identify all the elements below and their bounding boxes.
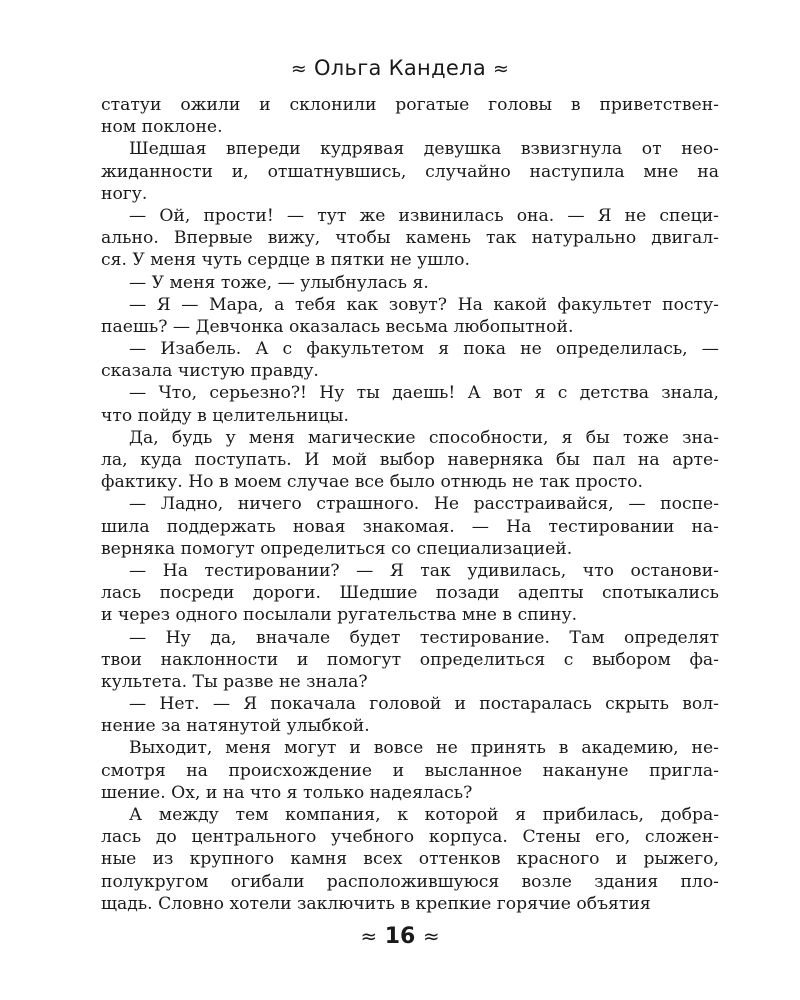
footer-left-ornament: ≈ xyxy=(360,925,378,948)
text-line: лась посреди дороги. Шедшие позади адепты спотыкались xyxy=(101,583,719,604)
text-line: А между тем компания, к которой я прибилась, добра- xyxy=(129,805,719,825)
running-header xyxy=(0,56,800,80)
text-line: и через одного посылали ругательства мне в спину. xyxy=(101,605,578,626)
text-line: жиданности и, отшатнувшись, случайно наступила мне на xyxy=(101,161,719,182)
text-line: — Нет. — Я покачала головой и постаралась скрыть вол- xyxy=(129,694,719,715)
text-line: ла, куда поступать. И мой выбор наверняка бы пал на арте- xyxy=(101,450,719,470)
text-line: лась до центрального учебного корпуса. Стены его, сложен- xyxy=(101,827,719,848)
paragraph xyxy=(101,427,719,494)
text-line: — Ладно, ничего страшного. Не расстраивайся, — поспе- xyxy=(129,494,719,515)
text-line: — Ну да, вначале будет тестирование. Там определят xyxy=(129,627,719,648)
text-line: щадь. Словно хотели заключить в крепкие горячие объятия xyxy=(101,893,651,914)
paragraph xyxy=(101,205,719,272)
header-right-ornament: ≈ xyxy=(493,58,510,80)
header-left-ornament: ≈ xyxy=(290,58,307,80)
text-line: что пойду в целительницы. xyxy=(101,405,349,426)
text-line: Шедшая впереди кудрявая девушка взвизгнула от нео- xyxy=(129,139,719,160)
text-line: фактику. Но в моем случае все было отнюдь не так просто. xyxy=(101,472,643,493)
page-body-text xyxy=(101,94,719,915)
text-line: паешь? — Девчонка оказалась весьма любопытной. xyxy=(101,316,574,337)
paragraph xyxy=(101,272,719,294)
text-line: шила поддержать новая знакомая. — На тестировании на- xyxy=(101,516,719,537)
text-line: — На тестировании? — Я так удивилась, что останови- xyxy=(129,560,719,581)
paragraph xyxy=(101,693,719,737)
paragraph xyxy=(101,94,719,138)
text-line: — Я — Мара, а тебя как зовут? На какой факультет посту- xyxy=(129,294,719,315)
text-line: шение. Ох, и на что я только надеялась? xyxy=(101,782,473,803)
text-line: твои наклонности и помогут определиться с выбором фа- xyxy=(101,649,719,670)
text-line: полукругом огибали расположившуюся возле здания пло- xyxy=(101,871,719,892)
text-line: нение за натянутой улыбкой. xyxy=(101,716,370,737)
text-line: Выходит, меня могут и вовсе не принять в академию, не- xyxy=(129,738,719,759)
paragraph xyxy=(101,382,719,426)
text-line: ально. Впервые вижу, чтобы камень так натурально двигал- xyxy=(101,228,719,249)
header-author-name: Ольга Кандела xyxy=(313,56,487,80)
text-line: ные из крупного камня всех оттенков красного и рыжего, xyxy=(101,849,719,870)
page-number: 16 xyxy=(384,924,416,949)
text-line: — Что, серьезно?! Ну ты даешь! А вот я с детства знала, xyxy=(129,383,719,404)
paragraph xyxy=(101,294,719,338)
paragraph xyxy=(101,493,719,560)
paragraph xyxy=(101,737,719,804)
page-footer xyxy=(0,924,800,949)
text-line: ногу. xyxy=(101,183,148,204)
text-line: культета. Ты разве не знала? xyxy=(101,671,368,692)
paragraph xyxy=(101,560,719,627)
text-line: статуи ожили и склонили рогатые головы в приветствен- xyxy=(101,95,719,115)
text-line: ном поклоне. xyxy=(101,117,223,138)
text-line: Да, будь у меня магические способности, я бы тоже зна- xyxy=(129,427,719,448)
paragraph xyxy=(101,338,719,382)
paragraph xyxy=(101,804,719,915)
text-line: — Ой, прости! — тут же извинилась она. — Я не специ- xyxy=(129,205,719,226)
text-line: сказала чистую правду. xyxy=(101,361,319,382)
text-line: — Изабель. А с факультетом я пока не определилась, — xyxy=(129,339,719,360)
footer-right-ornament: ≈ xyxy=(422,925,440,948)
paragraph xyxy=(101,138,719,205)
text-line: ся. У меня чуть сердце в пятки не ушло. xyxy=(101,250,470,271)
text-line: смотря на происхождение и высланное накануне пригла- xyxy=(101,760,719,781)
text-line: — У меня тоже, — улыбнулась я. xyxy=(129,272,429,293)
text-line: верняка помогут определиться со специализацией. xyxy=(101,538,573,559)
paragraph xyxy=(101,627,719,694)
